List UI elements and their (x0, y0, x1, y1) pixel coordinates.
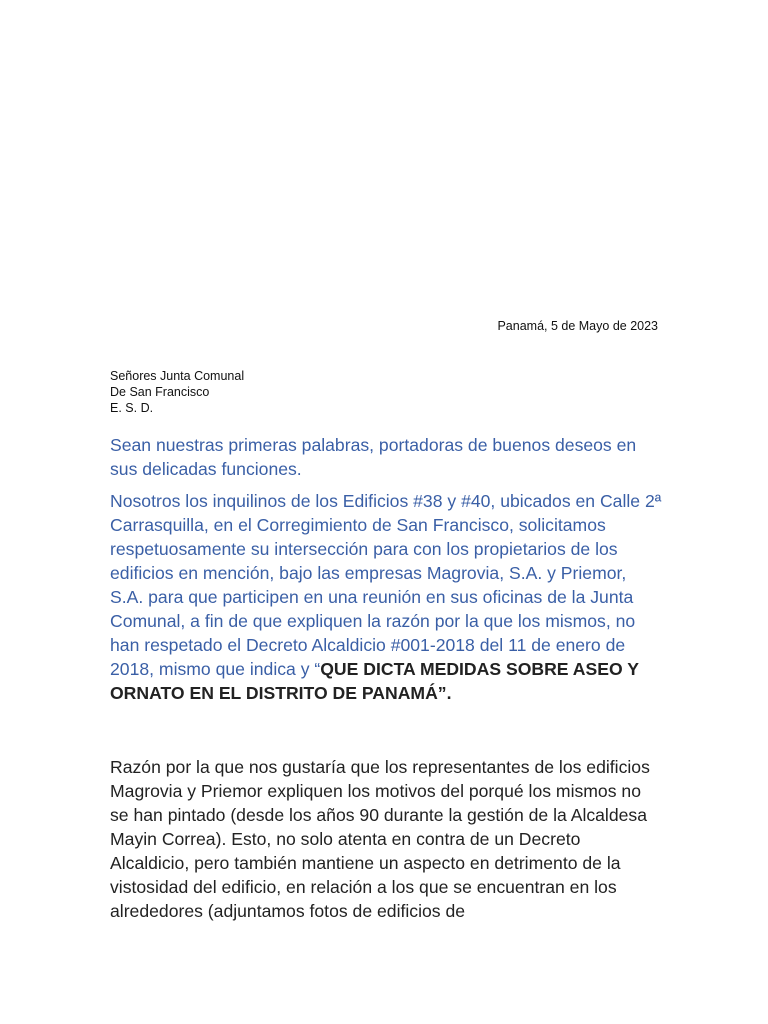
recipient-line-1: Señores Junta Comunal (110, 369, 245, 383)
recipient-block (110, 368, 244, 416)
request-paragraph (110, 489, 662, 705)
decree-title: QUE DICTA MEDIDAS SOBRE ASEO Y ORNATO EN EL DISTRITO DE PANAMÁ”. (110, 659, 639, 703)
reason-paragraph: Razón por la que nos gustaría que los representantes de los edificios Magrovia y Priemor expliquen los motivos del porqué los mismos no se han pintado (desde los años 90 durante la gestión de la Alcaldesa Mayin Correa). Esto, no solo atenta en contra de un Decreto Alcaldicio, pero también mantiene un aspecto en detrimento de la vistosidad del edificio, en relación a los que se encuentran en los alrededores (adjuntamos fotos de edificios de (110, 757, 650, 921)
greeting-paragraph: Sean nuestras primeras palabras, portadoras de buenos deseos en sus delicadas funciones. (110, 435, 637, 479)
request-text: Nosotros los inquilinos de los Edificios #38 y #40, ubicados en Calle 2ª Carrasquilla, en el Corregimiento de San Francisco, solicitamos respetuosamente su intersección para con los propietarios de los edificios en mención, bajo las empresas Magrovia, S.A. y Priemor, S.A. para que participen en una reunión en sus oficinas de la Junta Comunal, a fin de que expliquen la razón por la que los mismos, no han respetado el Decreto Alcaldicio #001-2018 del 11 de enero de 2018, mismo que indica y “ (110, 491, 662, 679)
letter-date: Panamá, 5 de Mayo de 2023 (497, 319, 658, 333)
recipient-line-3: E. S. D. (110, 401, 154, 415)
recipient-line-2: De San Francisco (110, 385, 210, 399)
